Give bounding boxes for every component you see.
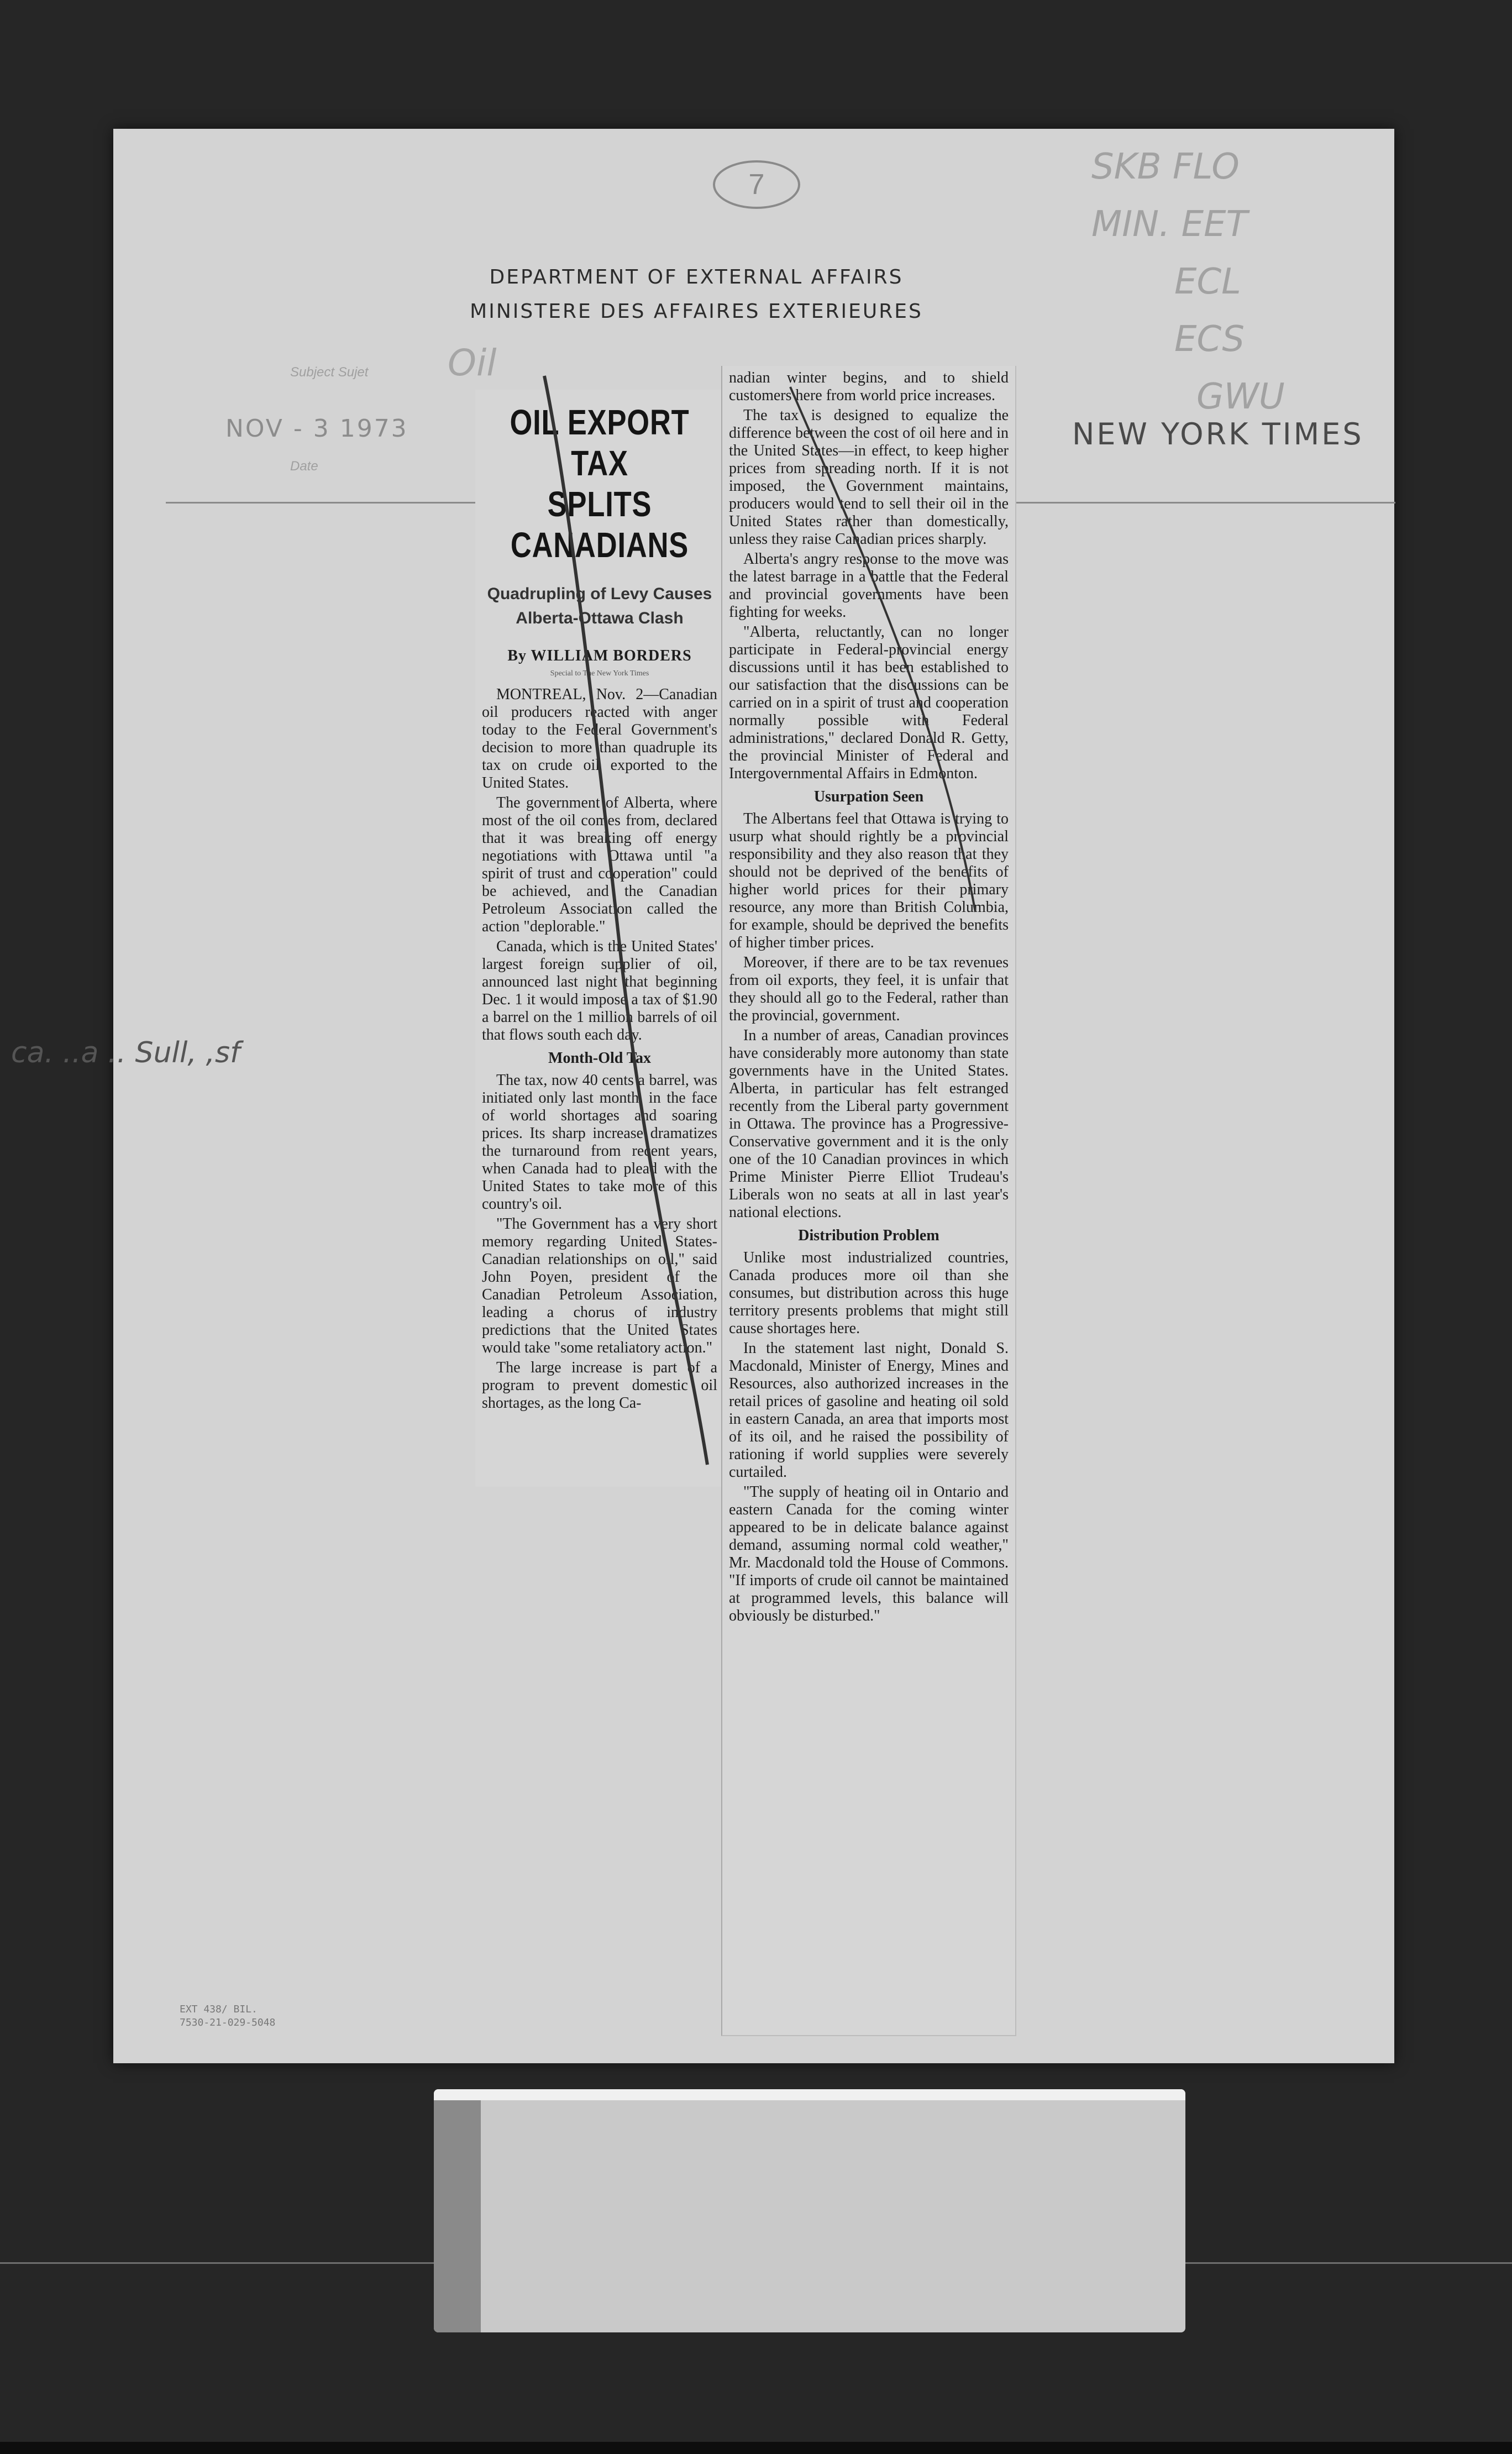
article-paragraph: "The supply of heating oil in Ontario and eastern Canada for the coming winter appeared to be in delicate balance against demand, assuming normal cold weather," Mr. Macdonald told the House of Commons. "If imports of crude oil cannot be maintained at programmed levels, this balance will obviously be disturbed."	[729, 1483, 1009, 1624]
article-subhead: Quadrupling of Levy Causes Alberta-Ottawa Clash	[487, 585, 712, 627]
article-paragraph: In a number of areas, Canadian provinces have considerably more autonomy than state governments have in the United States. Alberta, in particular has felt estranged recently from the Liberal party government in Ottawa. The province has a Progressive-Conservative government and it is the only one of the 10 Canadian provinces in which Prime Minister Pierre Elliot Trudeau's Liberals won no seats at all in last year's national elections.	[729, 1027, 1009, 1221]
date-label: Date	[290, 459, 318, 474]
routing-note: MIN. EET	[1091, 204, 1248, 245]
article-paragraph: "Alberta, reluctantly, can no longer participate in Federal-provincial energy discussions until it has been established to our satisfaction that the discussions can be carried on in a spirit of trust and cooperation normally possible with Federal administrations," declared Donald R. Getty, the provincial Minister of Federal and Intergovernmental Affairs in Edmonton.	[729, 623, 1009, 782]
article-paragraph: "The Government has a very short memory regarding United States-Canadian relationships on oil," said John Poyen, president of the Canadian Petroleum Association, leading a chorus of industry predictions that the United States would take "some retaliatory action."	[482, 1215, 717, 1356]
article-paragraph: The government of Alberta, where most of the oil comes from, declared that it was breaking off energy negotiations with Ottawa until "a spirit of trust and cooperation" could be achieved, and the Canadian Petroleum Association called the action "deplorable."	[482, 794, 717, 935]
article-paragraph: nadian winter begins, and to shield customers here from world price increases.	[729, 369, 1009, 404]
subject-value: Oil	[448, 342, 497, 384]
article-subheading: Distribution Problem	[798, 1227, 939, 1244]
article-paragraph: In the statement last night, Donald S. Macdonald, Minister of Energy, Mines and Resources, also authorized increases in the retail prices of gasoline and heating oil sold in eastern Canada, an area that imports most of its oil, and he raised the possibility of rationing if world supplies were severely curtailed.	[729, 1340, 1009, 1481]
date-stamp: NOV - 3 1973	[225, 415, 408, 443]
header-rule-right	[1014, 502, 1395, 504]
label-card-edge	[434, 2089, 481, 2332]
department-name-en: DEPARTMENT OF EXTERNAL AFFAIRS	[489, 266, 904, 289]
header-rule-left	[166, 502, 475, 504]
article-column-1	[475, 390, 724, 1487]
column-1-body	[482, 686, 717, 1412]
margin-scribble: ca. ..a .. Sull, ,sf	[11, 1036, 240, 1069]
article-paragraph: Unlike most industrialized countries, Canada produces more oil than she consumes, but distribution across this huge territory presents problems that might still cause shortages here.	[729, 1249, 1009, 1337]
article-headline: OIL EXPORT TAX SPLITS CANADIANS	[510, 402, 690, 565]
article-paragraph: The Albertans feel that Ottawa is trying to usurp what should rightly be a provincial responsibility and they also reason that they should not be deprived of the benefits of higher world prices for their primary resource, any more than British Columbia, for example, should be deprived the benefits of higher timber prices.	[729, 810, 1009, 951]
routing-note: ECL	[1174, 261, 1241, 302]
label-card-top	[434, 2089, 1185, 2100]
routing-note: GWU	[1196, 376, 1285, 417]
film-bottom-strip	[0, 2442, 1512, 2454]
label-card	[434, 2089, 1185, 2332]
article-subheading: Month-Old Tax	[548, 1050, 651, 1067]
department-name-fr: MINISTERE DES AFFAIRES EXTERIEURES	[470, 300, 923, 323]
article-column-2	[721, 366, 1016, 2036]
routing-note: ECS	[1174, 319, 1245, 360]
article-paragraph: Moreover, if there are to be tax revenues from oil exports, they feel, it is unfair that they should all go to the Federal, rather than the provincial, government.	[729, 954, 1009, 1024]
routing-note: SKB FLO	[1091, 146, 1240, 187]
article-paragraph: The tax is designed to equalize the difference between the cost of oil here and in the United States—in effect, to keep higher prices from spreading north. If it is not imposed, the Government maintains, producers would tend to sell their oil in the United States rather than domestically, unless they raise Canadian prices sharply.	[729, 407, 1009, 548]
article-credit: Special to The New York Times	[550, 669, 649, 678]
article-byline: By WILLIAM BORDERS	[507, 647, 692, 664]
page-number-circle: 7	[713, 160, 800, 209]
source-publication: NEW YORK TIMES	[1072, 417, 1364, 452]
article-subheading: Usurpation Seen	[813, 788, 924, 805]
column-2-body	[729, 369, 1009, 1625]
article-paragraph: The large increase is part of a program to prevent domestic oil shortages, as the long Ca-	[482, 1359, 717, 1412]
subject-label: Subject Sujet	[290, 365, 369, 380]
article-paragraph: MONTREAL, Nov. 2—Canadian oil producers reacted with anger today to the Federal Government's decision to more than quadruple its tax on crude oil exported to the United States.	[482, 686, 717, 791]
handwritten-routing-notes	[1091, 138, 1379, 426]
article-paragraph: The tax, now 40 cents a barrel, was initiated only last month, in the face of world shortages and soaring prices. Its sharp increase dramatizes the turnaround from recent years, when Canada had to plead with the United States to take more of this country's oil.	[482, 1072, 717, 1213]
article-paragraph: Alberta's angry response to the move was the latest barrage in a battle that the Federal and provincial governments have been fighting for weeks.	[729, 550, 1009, 621]
department-header	[420, 262, 973, 327]
form-code: EXT 438/ BIL. 7530-21-029-5048	[180, 2004, 276, 2028]
article-paragraph: Canada, which is the United States' largest foreign supplier of oil, announced last night that beginning Dec. 1 it would impose a tax of $1.90 a barrel on the 1 million barrels of oil that flows south each day.	[482, 938, 717, 1044]
